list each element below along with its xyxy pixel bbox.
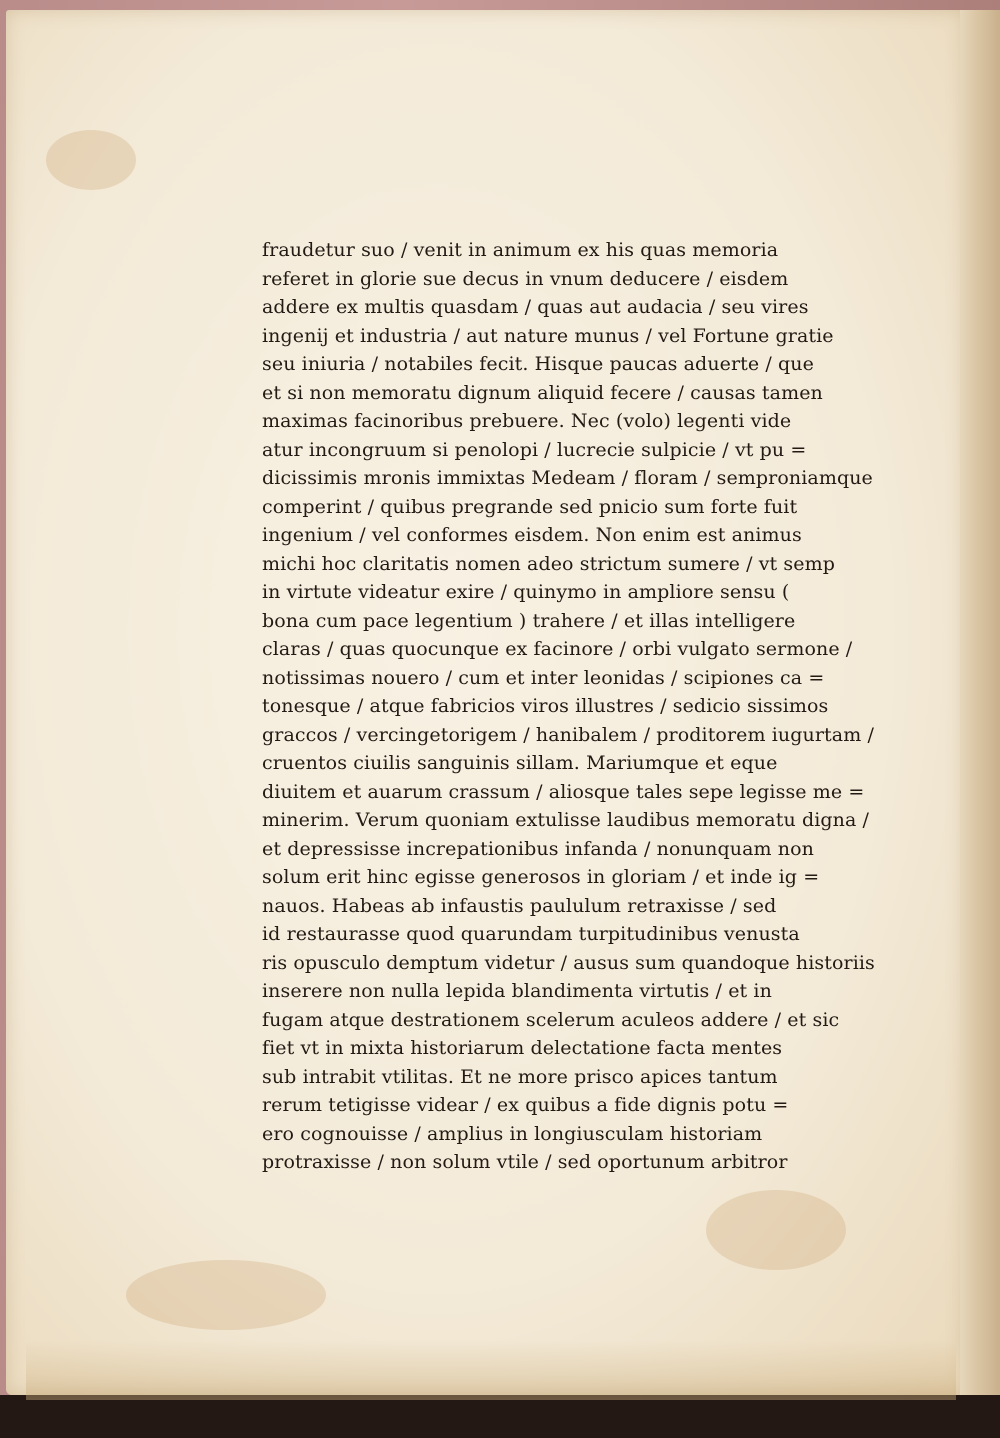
text-line: ingenium / vel conformes eisdem. Non enim est animus xyxy=(262,524,802,546)
text-line: michi hoc claritatis nomen adeo strictum sumere / vt semp xyxy=(262,552,835,575)
text-line: et depressisse increpationibus infanda / nonunquam non xyxy=(262,837,814,860)
text-line: dicissimis mronis immixtas Medeam / floram / semproniamque xyxy=(262,467,873,489)
body-text xyxy=(262,236,875,1177)
scan-bottom-shadow xyxy=(0,1395,1000,1438)
text-line: sub intrabit vtilitas. Et ne more prisco apices tantum xyxy=(262,1065,778,1088)
text-line: solum erit hinc egisse generosos in gloriam / et inde ig = xyxy=(262,866,820,888)
text-line: atur incongruum si penolopi / lucrecie sulpicie / vt pu = xyxy=(262,438,807,461)
text-line: id restaurasse quod quarundam turpitudinibus venusta xyxy=(262,923,800,945)
paper-stain xyxy=(706,1190,846,1270)
text-line: rerum tetigisse videar / ex quibus a fide dignis potu = xyxy=(262,1094,789,1116)
paper-stain xyxy=(126,1260,326,1330)
text-line: protraxisse / non solum vtile / sed oportunum arbitror xyxy=(262,1151,788,1173)
page-fore-edge xyxy=(960,10,1000,1395)
text-line: tonesque / atque fabricios viros illustres / sedicio sissimos xyxy=(262,695,829,717)
text-line: referet in glorie sue decus in vnum deducere / eisdem xyxy=(262,267,789,290)
text-line: ingenij et industria / aut nature munus / vel Fortune gratie xyxy=(262,324,834,347)
bottom-edge-wear xyxy=(26,1340,956,1400)
text-line: claras / quas quocunque ex facinore / orbi vulgato sermone / xyxy=(262,638,853,660)
text-line: et si non memoratu dignum aliquid fecere / causas tamen xyxy=(262,381,823,404)
text-line: fiet vt in mixta historiarum delectatione facta mentes xyxy=(262,1037,783,1059)
text-line: seu iniuria / notabiles fecit. Hisque paucas aduerte / que xyxy=(262,353,814,375)
text-line: nauos. Habeas ab infaustis paululum retraxisse / sed xyxy=(262,894,777,917)
text-line: inserere non nulla lepida blandimenta virtutis / et in xyxy=(262,980,772,1002)
text-line: bona cum pace legentium ) trahere / et illas intelligere xyxy=(262,609,796,632)
text-line: ris opusculo demptum videtur / ausus sum quandoque historiis xyxy=(262,951,875,974)
text-line: ero cognouisse / amplius in longiusculam historiam xyxy=(262,1122,763,1145)
text-line: fraudetur suo / venit in animum ex his quas memoria xyxy=(262,239,779,261)
text-line: comperint / quibus pregrande sed pnicio sum forte fuit xyxy=(262,495,798,518)
text-line: fugam atque destrationem scelerum aculeos addere / et sic xyxy=(262,1008,840,1031)
text-line: addere ex multis quasdam / quas aut audacia / seu vires xyxy=(262,296,809,318)
text-line: maximas facinoribus prebuere. Nec (volo) legenti vide xyxy=(262,410,792,432)
paper-stain xyxy=(46,130,136,190)
text-line: graccos / vercingetorigem / hanibalem / proditorem iugurtam / xyxy=(262,723,874,746)
text-line: minerim. Verum quoniam extulisse laudibus memoratu digna / xyxy=(262,809,870,831)
text-line: diuitem et auarum crassum / aliosque tales sepe legisse me = xyxy=(262,780,865,803)
text-line: notissimas nouero / cum et inter leonidas / scipiones ca = xyxy=(262,666,825,689)
text-line: cruentos ciuilis sanguinis sillam. Mariumque et eque xyxy=(262,752,778,774)
text-line: in virtute videatur exire / quinymo in ampliore sensu ( xyxy=(262,581,790,603)
